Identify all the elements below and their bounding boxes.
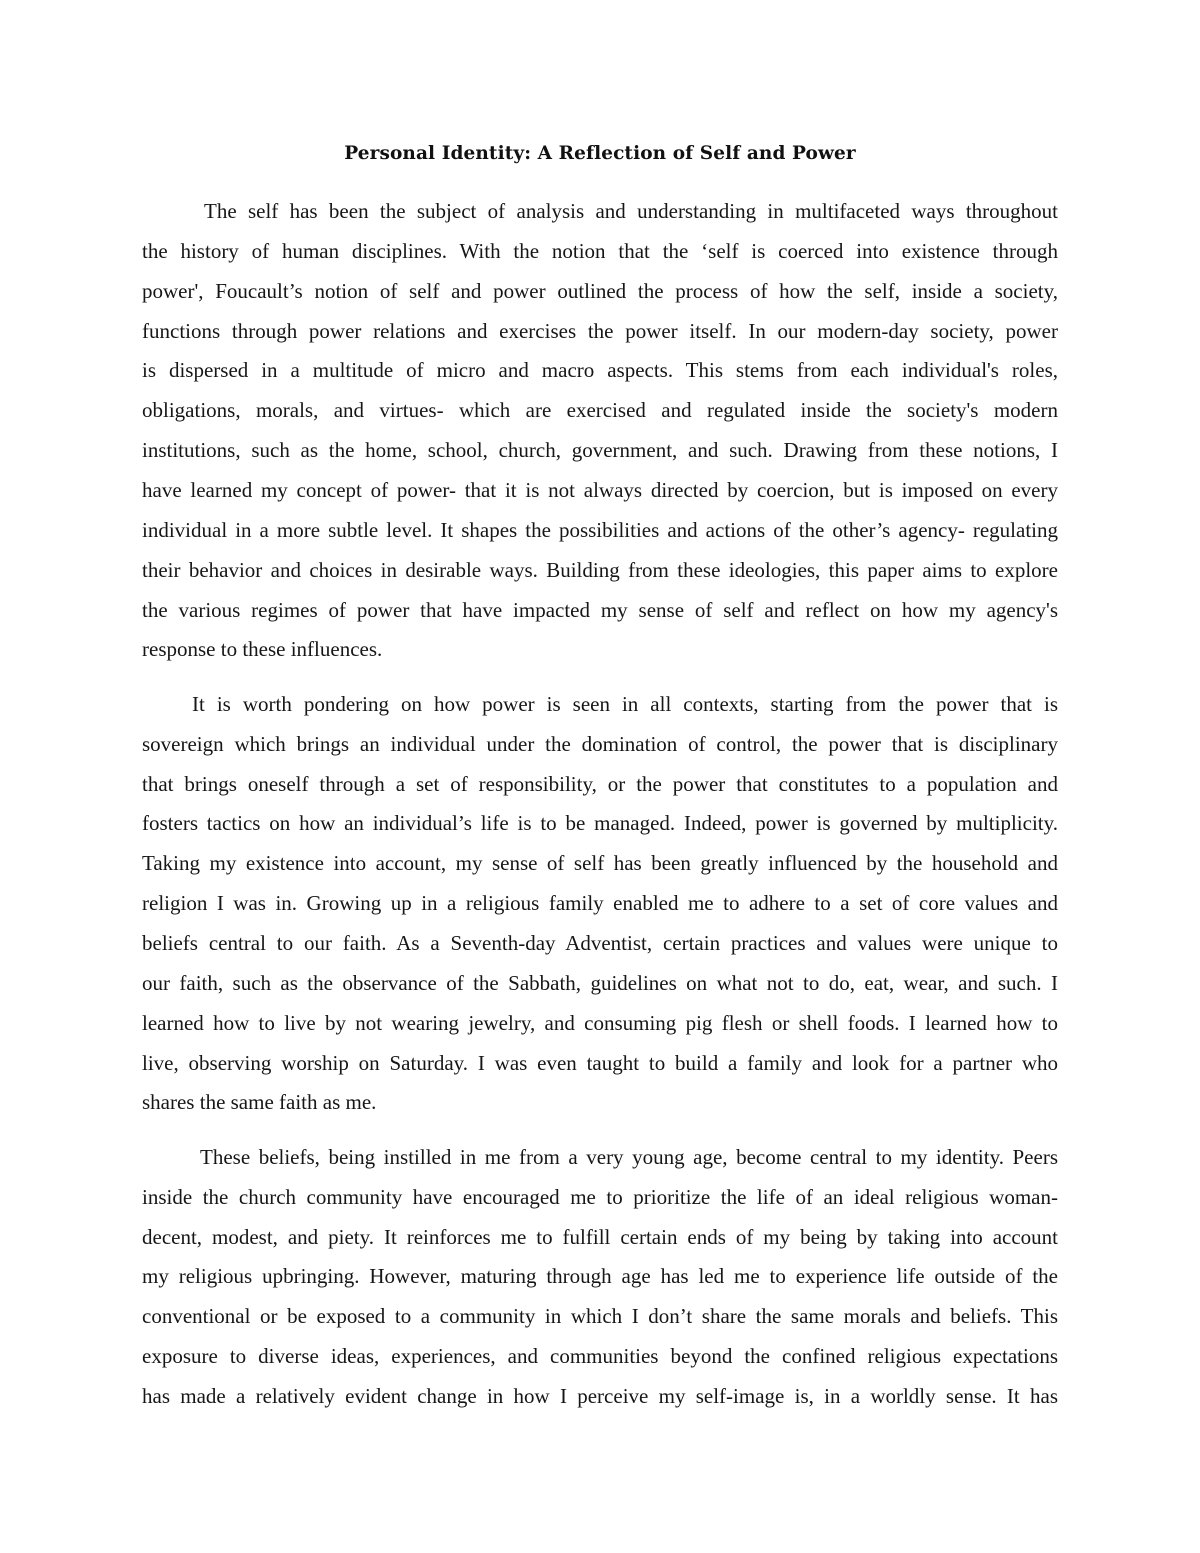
paragraph-1-line: have learned my concept of power- that it is not always directed by coercion, but is imposed on every (142, 478, 1058, 502)
paragraph-2-line: learned how to live by not wearing jewelry, and consuming pig flesh or shell foods. I learned how to (142, 1011, 1058, 1035)
paragraph-1-line: the history of human disciplines. With the notion that the ‘self is coerced into existence through (142, 239, 1058, 263)
paragraph-2-line: beliefs central to our faith. As a Seventh-day Adventist, certain practices and values were unique to (142, 931, 1058, 955)
paragraph-2-line: fosters tactics on how an individual’s life is to be managed. Indeed, power is governed by multiplicity. (142, 811, 1058, 835)
paragraph-2-line: It is worth pondering on how power is seen in all contexts, starting from the power that is (192, 692, 1058, 716)
paragraph-2-line: religion I was in. Growing up in a religious family enabled me to adhere to a set of core values and (142, 891, 1058, 915)
paragraph-2-line: Taking my existence into account, my sense of self has been greatly influenced by the household and (142, 851, 1058, 875)
paragraph-3-line: These beliefs, being instilled in me from a very young age, become central to my identity. Peers (200, 1145, 1058, 1169)
paragraph-1-line: the various regimes of power that have impacted my sense of self and reflect on how my agency's (142, 598, 1058, 622)
paragraph-3-line: decent, modest, and piety. It reinforces me to fulfill certain ends of my being by taking into account (142, 1225, 1058, 1249)
paragraph-3-line: conventional or be exposed to a community in which I don’t share the same morals and beliefs. This (142, 1304, 1058, 1328)
paragraph-2-line: that brings oneself through a set of responsibility, or the power that constitutes to a population and (142, 772, 1058, 796)
paragraph-2-line: live, observing worship on Saturday. I was even taught to build a family and look for a partner who (142, 1051, 1058, 1075)
paragraph-3-line: my religious upbringing. However, maturing through age has led me to experience life outside of the (142, 1264, 1058, 1288)
paragraph-1-line: functions through power relations and exercises the power itself. In our modern-day society, power (142, 319, 1058, 343)
paragraph-2-line: our faith, such as the observance of the Sabbath, guidelines on what not to do, eat, wear, and such. I (142, 971, 1058, 995)
paragraph-1-line: individual in a more subtle level. It shapes the possibilities and actions of the other’s agency- regulating (142, 518, 1058, 542)
paragraph-1-line: institutions, such as the home, school, church, government, and such. Drawing from these notions, I (142, 438, 1058, 462)
paragraph-1-line: The self has been the subject of analysis and understanding in multifaceted ways throughout (204, 199, 1058, 223)
document-title: Personal Identity: A Reflection of Self and Power (344, 143, 856, 164)
paragraph-3-line: has made a relatively evident change in how I perceive my self-image is, in a worldly sense. It has (142, 1384, 1058, 1408)
paragraph-2-line: sovereign which brings an individual under the domination of control, the power that is disciplinary (142, 732, 1058, 756)
paragraph-1-line: obligations, morals, and virtues- which are exercised and regulated inside the society's modern (142, 398, 1058, 422)
paragraph-3-line: exposure to diverse ideas, experiences, and communities beyond the confined religious expectations (142, 1344, 1058, 1368)
paragraph-1-line: is dispersed in a multitude of micro and macro aspects. This stems from each individual's roles, (142, 358, 1058, 382)
paragraph-2-line: shares the same faith as me. (142, 1090, 377, 1114)
paragraph-1-line: their behavior and choices in desirable ways. Building from these ideologies, this paper aims to explore (142, 558, 1058, 582)
paragraph-3-line: inside the church community have encouraged me to prioritize the life of an ideal religious woman- (142, 1185, 1058, 1209)
paragraph-1-line: response to these influences. (142, 637, 383, 661)
paragraph-1-line: power', Foucault’s notion of self and power outlined the process of how the self, inside a society, (142, 279, 1058, 303)
